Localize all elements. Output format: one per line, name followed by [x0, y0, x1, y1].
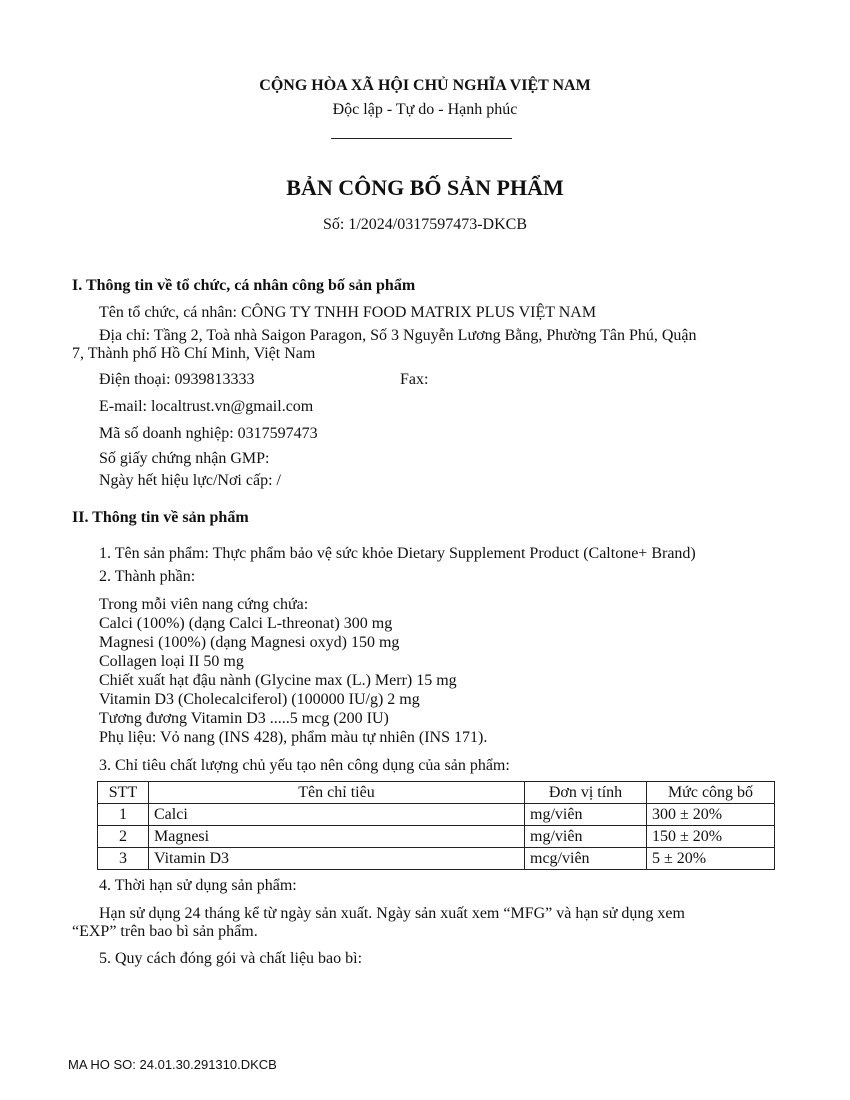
fax: Fax: — [400, 371, 429, 388]
section-1-heading: I. Thông tin về tổ chức, cá nhân công bố sản phẩm — [72, 277, 416, 294]
packaging-heading: 5. Quy cách đóng gói và chất liệu bao bì: — [99, 950, 363, 967]
document-number: Số: 1/2024/0317597473-DKCB — [322, 216, 527, 233]
cell-unit: mg/viên — [525, 826, 647, 848]
cell-unit: mg/viên — [525, 804, 647, 826]
col-header-unit: Đơn vị tính — [525, 782, 647, 804]
address-line-2: 7, Thành phố Hồ Chí Minh, Việt Nam — [72, 345, 316, 362]
col-header-criterion: Tên chỉ tiêu — [149, 782, 525, 804]
ingredient-line: Tương đương Vitamin D3 .....5 mcg (200 IU) — [99, 710, 389, 727]
cell-unit: mcg/viên — [525, 848, 647, 870]
national-motto: Độc lập - Tự do - Hạnh phúc — [332, 101, 518, 118]
document-title: BẢN CÔNG BỐ SẢN PHẨM — [286, 175, 564, 200]
cell-criterion: Vitamin D3 — [149, 848, 525, 870]
quality-table — [97, 781, 775, 870]
ingredients-list — [99, 595, 487, 747]
cell-criterion: Magnesi — [149, 826, 525, 848]
col-header-stt: STT — [98, 782, 149, 804]
cell-stt: 2 — [98, 826, 149, 848]
table-header-row — [98, 782, 775, 804]
ingredient-line: Vitamin D3 (Cholecalciferol) (100000 IU/g) 2 mg — [99, 691, 420, 708]
cell-declared-level: 5 ± 20% — [647, 848, 775, 870]
quality-criteria-heading: 3. Chỉ tiêu chất lượng chủ yếu tạo nên công dụng của sản phẩm: — [99, 757, 510, 774]
dossier-code: MA HO SO: 24.01.30.291310.DKCB — [68, 1057, 277, 1072]
ingredient-line: Trong mỗi viên nang cứng chứa: — [99, 596, 309, 613]
cell-declared-level: 150 ± 20% — [647, 826, 775, 848]
shelf-life-heading: 4. Thời hạn sử dụng sản phẩm: — [99, 877, 297, 894]
shelf-life-line-1: Hạn sử dụng 24 tháng kể từ ngày sản xuất. Ngày sản xuất xem “MFG” và hạn sử dụng xem — [99, 905, 685, 922]
org-name: Tên tổ chức, cá nhân: CÔNG TY TNHH FOOD MATRIX PLUS VIỆT NAM — [99, 304, 597, 321]
header-divider — [331, 138, 512, 139]
cell-stt: 1 — [98, 804, 149, 826]
country-name: CỘNG HÒA XÃ HỘI CHỦ NGHĨA VIỆT NAM — [259, 77, 591, 94]
table-row — [98, 848, 775, 870]
address-line-1: Địa chỉ: Tầng 2, Toà nhà Saigon Paragon, Số 3 Nguyễn Lương Bằng, Phường Tân Phú, Quận — [99, 327, 697, 344]
cell-criterion: Calci — [149, 804, 525, 826]
business-code: Mã số doanh nghiệp: 0317597473 — [99, 425, 318, 442]
phone: Điện thoại: 0939813333 — [99, 371, 255, 388]
ingredients-heading: 2. Thành phần: — [99, 568, 196, 585]
cell-declared-level: 300 ± 20% — [647, 804, 775, 826]
email: E-mail: localtrust.vn@gmail.com — [99, 398, 314, 415]
ingredient-line: Phụ liệu: Vỏ nang (INS 428), phẩm màu tự nhiên (INS 171). — [99, 729, 488, 746]
ingredient-line: Magnesi (100%) (dạng Magnesi oxyd) 150 mg — [99, 634, 400, 651]
gmp-certificate: Số giấy chứng nhận GMP: — [99, 450, 270, 467]
ingredient-line: Chiết xuất hạt đậu nành (Glycine max (L.) Merr) 15 mg — [99, 672, 457, 689]
cell-stt: 3 — [98, 848, 149, 870]
ingredient-line: Collagen loại II 50 mg — [99, 653, 244, 670]
shelf-life-line-2: “EXP” trên bao bì sản phẩm. — [72, 923, 258, 940]
ingredient-line: Calci (100%) (dạng Calci L-threonat) 300 mg — [99, 615, 393, 632]
product-name: 1. Tên sản phẩm: Thực phẩm bảo vệ sức khỏe Dietary Supplement Product (Caltone+ Brand) — [99, 545, 696, 562]
col-header-declared-level: Mức công bố — [647, 782, 775, 804]
expiry-issuer: Ngày hết hiệu lực/Nơi cấp: / — [99, 472, 281, 489]
table-row — [98, 826, 775, 848]
table-row — [98, 804, 775, 826]
section-2-heading: II. Thông tin về sản phẩm — [72, 509, 249, 526]
